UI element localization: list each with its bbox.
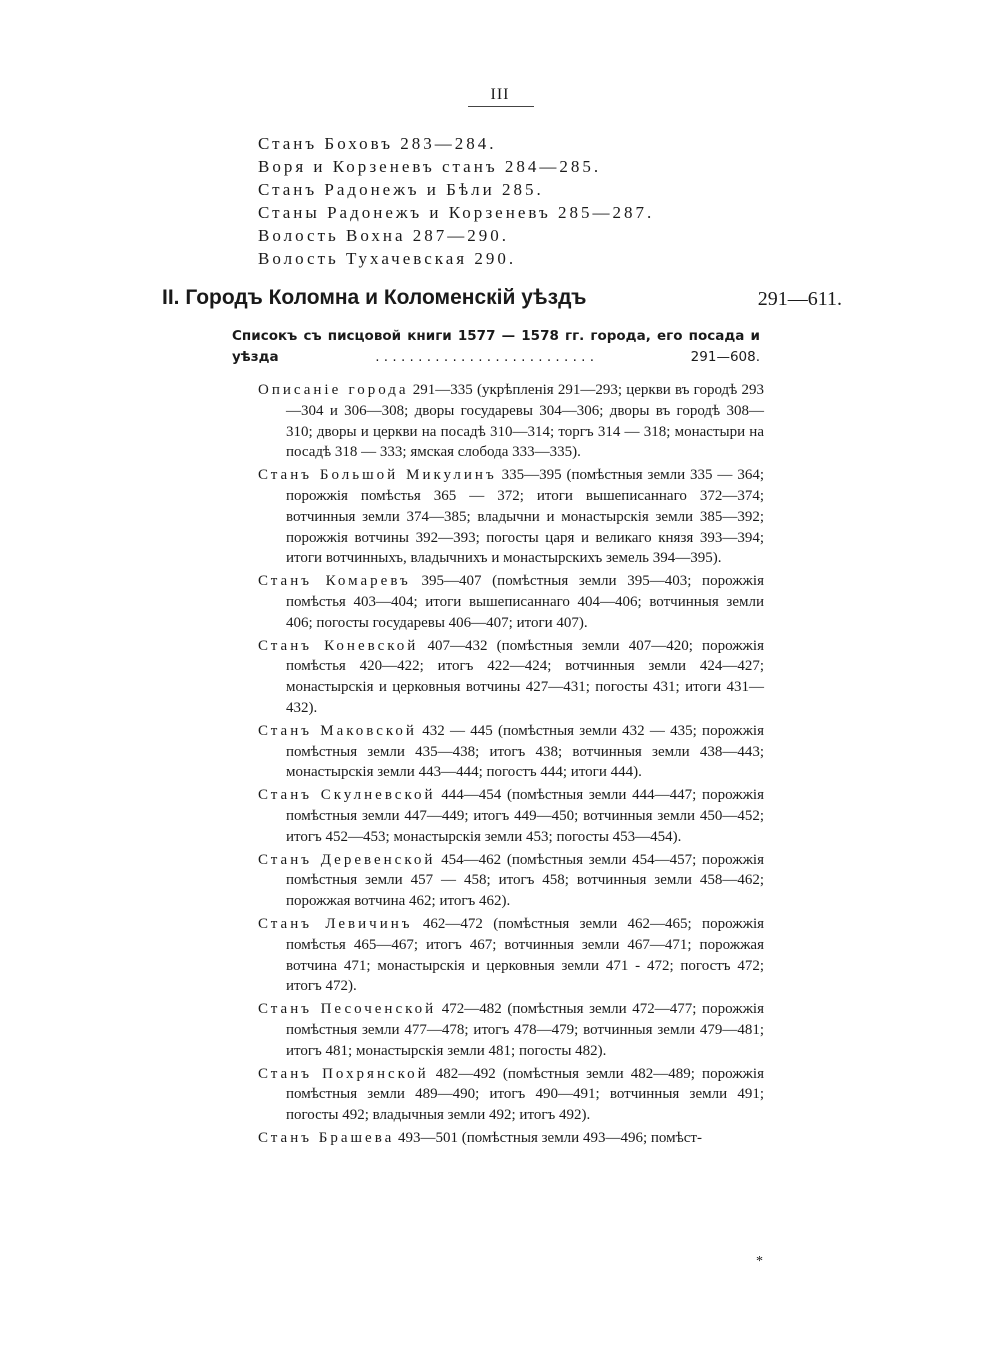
toc-entry — [258, 1128, 764, 1149]
entry-text: 395—407 (помѣстныя земли 395—403; порожжія помѣстья 403—404; итоги вышеписаннаго 404—406; вотчинныя земли 406; погосты государевы 406—407; итоги 407). — [286, 573, 764, 631]
toc-entry — [258, 721, 764, 783]
entry-head: Станъ Брашева — [258, 1129, 395, 1146]
section-page-range: 291—611. — [757, 288, 842, 310]
entry-text: 432 — 445 (помѣстныя земли 432 — 435; порожжія помѣстныя земли 435—438; итогъ 438; вотчинныя земли 438—443; монастырскія земли 443—444; погостъ 444; итоги 444). — [286, 722, 764, 781]
toc-entry — [258, 571, 764, 633]
page-number: III — [490, 86, 510, 103]
entry-head: Станъ Комаревъ — [258, 573, 411, 590]
toc-top-list — [258, 132, 778, 270]
entry-head: Станъ Скулневской — [258, 787, 436, 804]
entry-head: Станъ Деревенской — [258, 851, 436, 868]
listing-line: Списокъ съ писцовой книги 1577 — 1578 гг. города, его посада и — [232, 328, 760, 344]
toc-line: Воря и Корзеневъ станъ 284—285. — [258, 157, 602, 176]
entry-head: Станъ Коневской — [258, 637, 419, 654]
entry-head: Станъ Похрянской — [258, 1065, 429, 1082]
listing-line-2 — [232, 347, 760, 368]
toc-entry — [258, 636, 764, 719]
entry-head: Станъ Маковской — [258, 722, 417, 739]
listing-name: уѣзда — [232, 349, 279, 365]
entry-head: Станъ Песоченской — [258, 1001, 437, 1018]
entry-text: 291—335 (укрѣпленія 291—293; церкви въ городѣ 293—304 и 306—308; дворы государевы 304—306; дворы въ городѣ 308—310; дворы и церкви на посадѣ 310—314; торгъ 314 — 318; монастыри на посадѣ 318 — 333; ямская слобода 333—335). — [286, 382, 765, 461]
section-title: II. Городъ Коломна и Коломенскій уѣздъ — [162, 286, 587, 309]
toc-entry — [258, 914, 764, 997]
toc-line: Волость Вохна 287—290. — [258, 226, 510, 245]
toc-entry — [258, 465, 764, 569]
entry-text: 454—462 (помѣстныя земли 454—457; порожжія помѣстныя земли 457 — 458; итогъ 458; вотчинныя земли 458—462; порожжая вотчина 462; итогъ 462). — [286, 851, 764, 910]
entry-text: 407—432 (помѣстныя земли 407—420; порожжія помѣстья 420—422; итогъ 422—424; вотчинныя земли 424—427; монастырскія и церковныя вотчины 427—431; погосты 431; итоги 431—432). — [286, 637, 764, 716]
entry-head: Описаніе города — [258, 382, 409, 398]
footer-mark: * — [756, 1254, 763, 1269]
toc-line: Станы Радонежъ и Корзеневъ 285—287. — [258, 203, 655, 222]
leader-dots: . . . . . . . . . . . . . . . . . . . . . . . . . . — [375, 349, 595, 365]
entry-head: Станъ Большой Микулинъ — [258, 467, 497, 484]
page-number-rule — [468, 106, 534, 107]
toc-entry — [258, 380, 764, 463]
entry-text: 472—482 (помѣстныя земли 472—477; порожжія помѣстныя земли 477—478; итогъ 478—479; вотчинныя земли 479—481; итогъ 481; монастырскія земли 481; погосты 482). — [286, 1001, 765, 1059]
toc-entry — [258, 999, 764, 1061]
entry-text: 462—472 (помѣстныя земли 462—465; порожжія помѣстья 465—467; итогъ 467; вотчинныя земли 467—471; порожжая вотчина 471; монастырскія и церковныя земли 471 - 472; погостъ 472; итогъ 472). — [286, 915, 765, 995]
toc-line: Станъ Боховъ 283—284. — [258, 134, 497, 153]
section-heading — [162, 286, 842, 316]
listing-pages: 291—608. — [690, 349, 760, 365]
entry-text: 444—454 (помѣстныя земли 444—447; порожжія помѣстныя земли 447—449; итогъ 449—450; вотчинныя земли 450—452; итогъ 452—453; монастырскія земли 453; погосты 453—454). — [286, 787, 764, 845]
entry-head: Станъ Левичинъ — [258, 915, 413, 932]
toc-entry — [258, 785, 764, 847]
toc-line: Станъ Радонежъ и Бѣли 285. — [258, 180, 544, 199]
entry-text: 335—395 (помѣстныя земли 335 — 364; порожжія помѣстья 365 — 372; итоги вышеписаннаго 372—374; вотчинныя земли 374—385; владычни и монастырскія земли 385—392; порожжія вотчины 392—393; погосты царя и великаго князя 393—394; итоги вотчинныхъ, владычнихъ и монастырскихъ земель 394—395). — [286, 467, 764, 567]
toc-line: Волость Тухачевская 290. — [258, 249, 517, 268]
listing-entry — [232, 326, 760, 368]
entry-text: 482—492 (помѣстныя земли 482—489; порожжія помѣстныя земли 489—490; итогъ 490—491; вотчинныя земли 491; погосты 492; владычныя земли 492; итогъ 492). — [286, 1065, 764, 1124]
toc-entry — [258, 850, 764, 912]
entry-list — [258, 380, 764, 1151]
entry-text: 493—501 (помѣстныя земли 493—496; помѣст- — [394, 1129, 702, 1146]
toc-entry — [258, 1064, 764, 1126]
